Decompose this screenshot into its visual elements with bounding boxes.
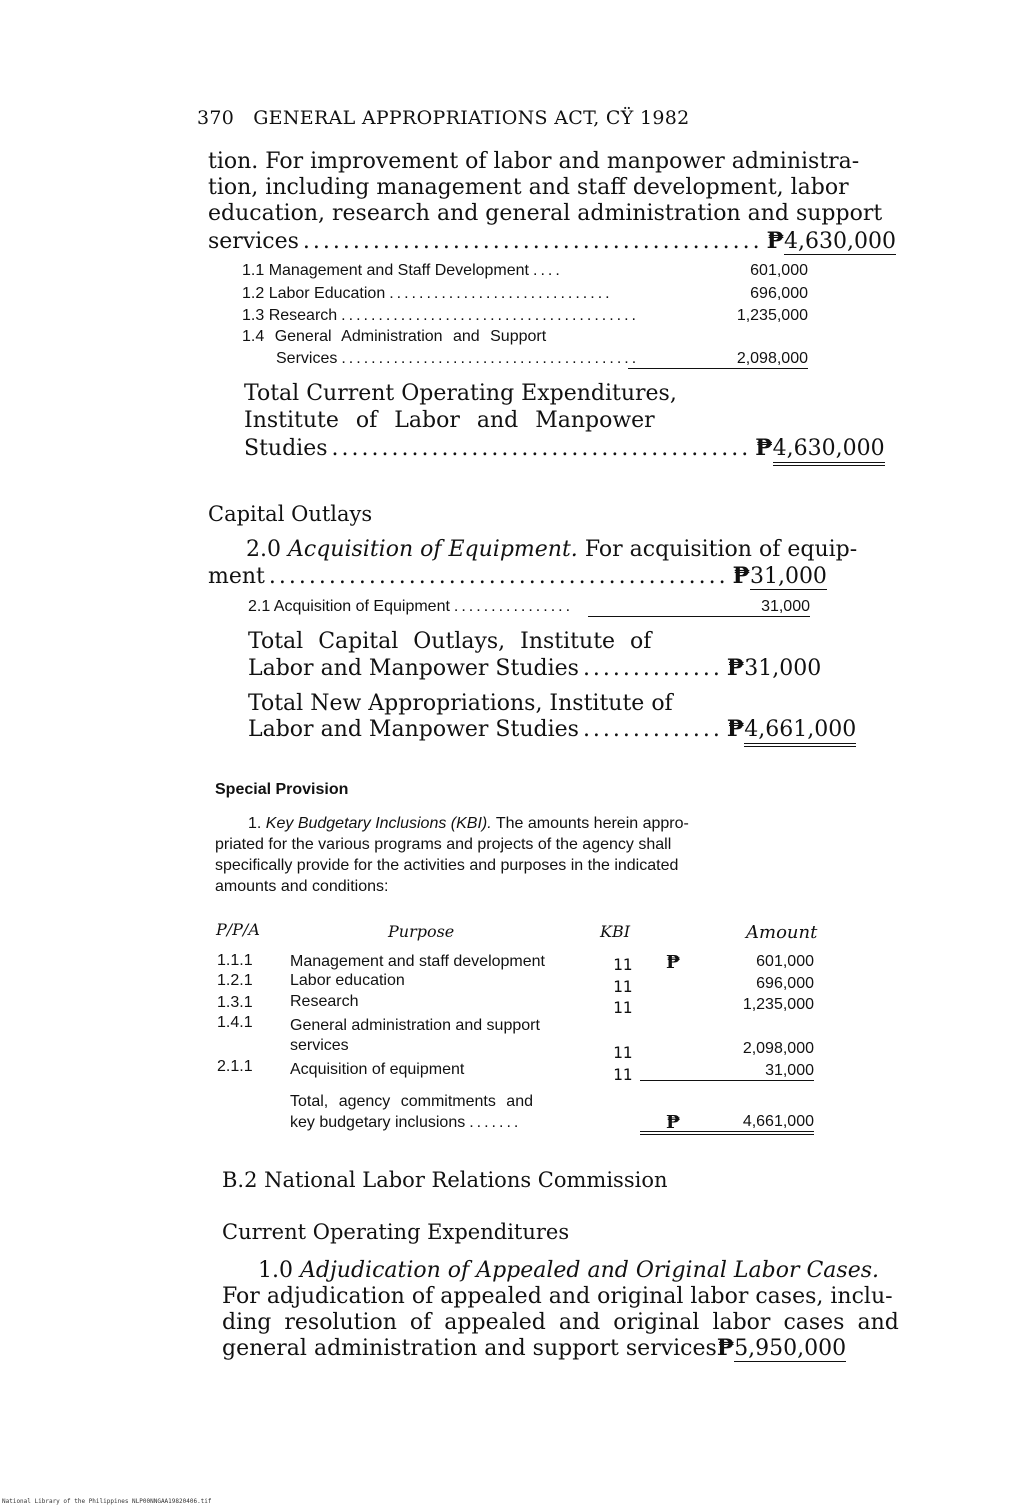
b2-sub-heading: Current Operating Expenditures xyxy=(222,1220,570,1244)
purpose-cell: Management and staff development xyxy=(290,953,545,970)
ppa-cell: 1.1.1 xyxy=(217,952,253,969)
capital-label: ment xyxy=(208,564,265,589)
total-co-row: Labor and Manpower Studies .............. ₱ 31,000 xyxy=(248,655,822,681)
ppa-cell: 2.1.1 xyxy=(217,1058,253,1075)
col-header-purpose: Purpose xyxy=(388,922,455,941)
peso-sign: ₱ xyxy=(766,228,784,254)
b2-amount: 5,950,000 xyxy=(734,1336,847,1361)
amount-cell: 31,000 xyxy=(640,1062,814,1081)
capital-total-row: ment .............................................. ₱ 31,000 xyxy=(208,563,827,589)
kbi-cell: 11 xyxy=(613,977,633,996)
col-header-ppa: P/P/A xyxy=(216,920,260,939)
peso-sign: ₱ xyxy=(716,1335,735,1361)
special-line-4: amounts and conditions: xyxy=(215,878,389,895)
kbi-total-row: key budgetary inclusions ....... xyxy=(290,1114,522,1131)
page-number: 370 xyxy=(197,107,235,129)
lead-total-label: services xyxy=(208,229,299,254)
special-line-3: specifically provide for the activities and purposes in the indicated xyxy=(215,857,679,874)
capital-sub-row: 2.1 Acquisition of Equipment ................ 31,000 xyxy=(248,598,810,615)
purpose-cell: Research xyxy=(290,993,359,1010)
total-new-label: Labor and Manpower Studies xyxy=(248,717,579,742)
kbi-cell: 11 xyxy=(613,955,633,974)
item-amount: 1,235,000 xyxy=(736,307,808,324)
b2-line-1: For adjudication of appealed and original labor cases, inclu- xyxy=(222,1284,893,1309)
total-coe-amount: 4,630,000 xyxy=(773,435,885,466)
item-row: 1.2 Labor Education .............................. 696,000 xyxy=(242,285,808,302)
peso-sign: ₱ xyxy=(755,435,773,461)
col-header-amount: Amount xyxy=(746,922,818,943)
peso-sign: ₱ xyxy=(666,952,681,973)
b2-intro: 1.0 Adjudication of Appealed and Original Labor Cases. xyxy=(258,1258,879,1283)
total-coe-line-2: Institute of Labor and Manpower xyxy=(244,408,655,433)
item-label: 1.4 General Administration and Support xyxy=(242,328,547,345)
kbi-total-label: key budgetary inclusions xyxy=(290,1114,466,1131)
total-new-line-1: Total New Appropriations, Institute of xyxy=(248,691,673,716)
purpose-cell: Acquisition of equipment xyxy=(290,1061,465,1078)
item-row: 1.3 Research ........................................ 1,235,000 xyxy=(242,307,808,324)
amount-cell: 1,235,000 xyxy=(742,996,814,1013)
header-title: GENERAL APPROPRIATIONS ACT, CŸ 1982 xyxy=(253,107,690,129)
capital-heading: Capital Outlays xyxy=(208,502,373,526)
item-amount: 696,000 xyxy=(750,285,808,302)
purpose-cell-cont: services xyxy=(290,1037,349,1054)
kbi-cell: 11 xyxy=(613,1065,633,1084)
lead-line-1: tion. For improvement of labor and manpower administra- xyxy=(208,149,860,174)
purpose-cell: General administration and support xyxy=(290,1017,540,1034)
lead-line-3: education, research and general administration and support xyxy=(208,201,883,226)
item-amount: 601,000 xyxy=(750,262,808,279)
amount-cell: 696,000 xyxy=(756,975,814,992)
item-label: 1.1 Management and Staff Development xyxy=(242,262,529,279)
total-coe-line-1: Total Current Operating Expenditures, xyxy=(244,381,677,406)
item-row: 1.1 Management and Staff Development .... 601,000 xyxy=(242,262,808,279)
item-label: 1.2 Labor Education xyxy=(242,285,386,302)
capital-intro: 2.0 Acquisition of Equipment. For acquisition of equip- xyxy=(246,537,858,562)
capital-sub-amount: 31,000 xyxy=(588,598,810,617)
leader-dots: .............................................. xyxy=(302,229,763,254)
amount-cell: 2,098,000 xyxy=(742,1040,814,1057)
special-line-1: 1. Key Budgetary Inclusions (KBI). The amounts herein appro- xyxy=(248,815,689,832)
kbi-cell: 11 xyxy=(613,1043,633,1062)
b2-total-row xyxy=(222,1335,847,1362)
capital-intro-title: Acquisition of Equipment. xyxy=(288,537,578,562)
capital-amount: 31,000 xyxy=(749,564,827,589)
total-co-label: Labor and Manpower Studies xyxy=(248,656,579,681)
peso-sign: ₱ xyxy=(732,563,750,589)
total-co-line-1: Total Capital Outlays, Institute of xyxy=(248,629,652,654)
amount-cell: 601,000 xyxy=(756,953,814,970)
peso-sign: ₱ xyxy=(726,716,745,742)
scan-footer: National Library of the Philippines NLP00NNGAA19820406.tif xyxy=(2,1498,212,1505)
total-coe-label: Studies xyxy=(244,436,328,461)
ppa-cell: 1.4.1 xyxy=(217,1014,253,1031)
purpose-cell: Labor education xyxy=(290,972,405,989)
ppa-cell: 1.3.1 xyxy=(217,994,253,1011)
item-row: Services ........................................ 2,098,000 xyxy=(276,350,808,367)
ppa-cell: 1.2.1 xyxy=(217,972,253,989)
item-amount: 2,098,000 xyxy=(628,350,808,369)
b2-label: general administration and support services xyxy=(222,1336,717,1361)
special-line-2: priated for the various programs and projects of the agency shall xyxy=(215,836,672,853)
peso-sign: ₱ xyxy=(726,655,745,681)
capital-sub-label: 2.1 Acquisition of Equipment xyxy=(248,598,450,615)
b2-line-2: ding resolution of appealed and original labor cases and xyxy=(222,1310,899,1335)
item-label: 1.3 Research xyxy=(242,307,338,324)
peso-sign: ₱ xyxy=(666,1112,681,1133)
col-header-kbi: KBI xyxy=(600,922,631,941)
total-coe-row: Studies .......................................... ₱ 4,630,000 xyxy=(244,435,808,466)
kbi-cell: 11 xyxy=(613,998,633,1017)
b2-heading: B.2 National Labor Relations Commission xyxy=(222,1168,668,1192)
kbi-total-amount: 4,661,000 xyxy=(640,1113,814,1135)
item-label-cont: Services xyxy=(276,350,338,367)
total-co-amount: 31,000 xyxy=(744,656,822,681)
special-heading: Special Provision xyxy=(215,781,349,798)
total-new-row: Labor and Manpower Studies .............. ₱ 4,661,000 xyxy=(248,716,810,747)
total-new-amount: 4,661,000 xyxy=(744,716,856,747)
lead-total-row xyxy=(208,228,896,255)
b2-intro-title: Adjudication of Appealed and Original Labor Cases. xyxy=(300,1258,879,1283)
kbi-total-line-1: Total, agency commitments and xyxy=(290,1093,533,1110)
page-header xyxy=(197,107,690,129)
lead-line-2: tion, including management and staff development, labor xyxy=(208,175,849,200)
special-title: Key Budgetary Inclusions (KBI). xyxy=(265,815,492,832)
lead-amount: 4,630,000 xyxy=(783,229,896,254)
